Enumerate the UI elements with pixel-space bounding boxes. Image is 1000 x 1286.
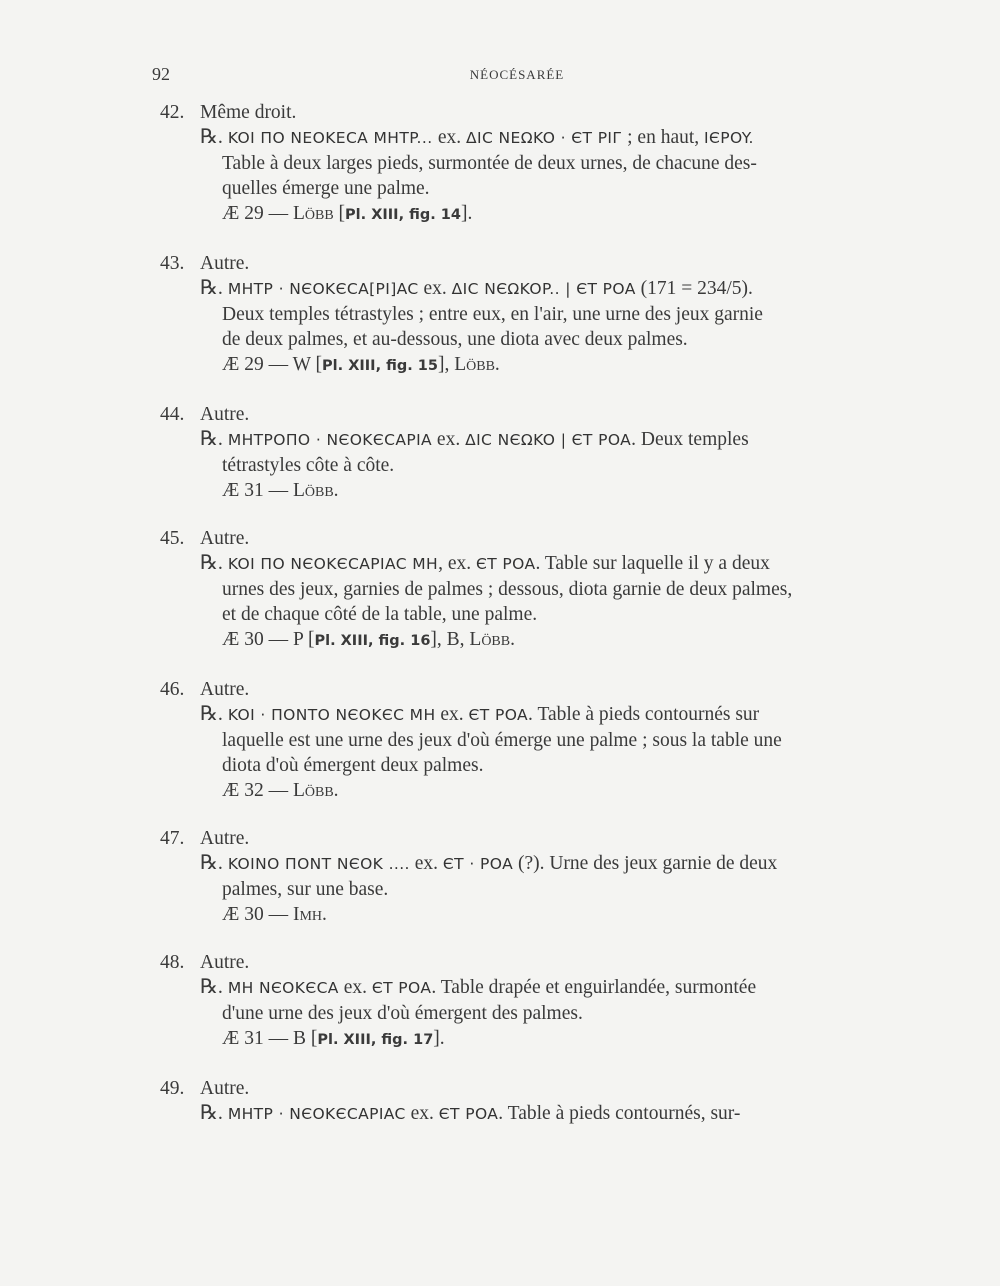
exergue-legend: ЄT POA bbox=[371, 979, 432, 997]
description-text: . Deux temples bbox=[631, 429, 749, 450]
exergue-legend: ЄT POA bbox=[475, 555, 536, 573]
page-number: 92 bbox=[152, 64, 170, 84]
metal-size: Æ 31 — bbox=[222, 480, 293, 501]
description-line: laquelle est une urne des jeux d'où émerge une palme ; sous la table une bbox=[222, 730, 782, 751]
exergue-legend: ЄT · POA bbox=[442, 855, 514, 873]
catalogue-entry-42 bbox=[160, 100, 880, 228]
exergue-legend: ЄT POA bbox=[438, 1105, 499, 1123]
reverse-symbol: ℞. bbox=[200, 703, 223, 725]
reverse-legend: KOI ΠO NEOKECA MHTP... bbox=[227, 129, 438, 147]
bracket: ]. bbox=[460, 203, 473, 224]
exergue-label: ex. bbox=[409, 853, 443, 874]
entry-heading: Même droit. bbox=[200, 102, 297, 123]
entry-heading: Autre. bbox=[200, 253, 250, 274]
entry-heading: Autre. bbox=[200, 404, 250, 425]
description-text: . Table sur laquelle il y a deux bbox=[535, 553, 770, 574]
reverse-symbol: ℞. bbox=[200, 552, 223, 574]
collection-name: Löbb. bbox=[292, 780, 339, 801]
entry-heading: Autre. bbox=[200, 528, 250, 549]
exergue-label: ex. bbox=[432, 429, 466, 450]
catalogue-entries bbox=[160, 100, 880, 1150]
entry-number: 44. bbox=[160, 404, 185, 425]
reverse-legend: MHTP · NЄOKЄCAPIAC bbox=[227, 1105, 406, 1123]
entry-number: 47. bbox=[160, 828, 185, 849]
running-title: NÉOCÉSARÉE bbox=[469, 67, 565, 82]
description-line: quelles émerge une palme. bbox=[222, 178, 430, 199]
entry-number: 48. bbox=[160, 952, 185, 973]
page-header bbox=[152, 64, 882, 88]
catalogue-entry-47 bbox=[160, 826, 880, 927]
exergue-legend: ЄT POA bbox=[468, 706, 529, 724]
bracket: [ bbox=[333, 203, 346, 224]
collection-name: Löbb. bbox=[454, 354, 500, 375]
catalogue-entry-45 bbox=[160, 526, 880, 654]
bracket: ], B, bbox=[430, 629, 470, 650]
metal-size: Æ 30 — P [ bbox=[222, 629, 315, 650]
reverse-legend: MH NЄOKЄCA bbox=[227, 979, 339, 997]
description-text: (171 = 234/5). bbox=[635, 278, 753, 299]
entry-heading: Autre. bbox=[200, 679, 250, 700]
description-text: . Table à pieds contournés, sur- bbox=[498, 1103, 741, 1124]
description-text: (?). Urne des jeux garnie de deux bbox=[513, 853, 778, 874]
reverse-symbol: ℞. bbox=[200, 852, 223, 874]
reverse-symbol: ℞. bbox=[200, 1102, 223, 1124]
metal-size: Æ 32 — bbox=[222, 780, 293, 801]
collection-name: Löbb. bbox=[469, 629, 515, 650]
reverse-legend: MHTPOΠO · NЄOKЄCAPIA bbox=[227, 431, 433, 449]
description-text: . Table drapée et enguirlandée, surmontée bbox=[431, 977, 757, 998]
catalogue-entry-43 bbox=[160, 251, 880, 379]
description-text: ; en haut, bbox=[622, 127, 705, 148]
exergue-label: ex. bbox=[418, 278, 452, 299]
reverse-symbol: ℞. bbox=[200, 126, 223, 148]
exergue-label: ex. bbox=[437, 127, 467, 148]
plate-reference: Pl. XIII, fig. 14 bbox=[345, 207, 461, 223]
catalogue-entry-49 bbox=[160, 1076, 880, 1127]
description-line: de deux palmes, et au-dessous, une diota avec deux palmes. bbox=[222, 329, 688, 350]
catalogue-entry-44 bbox=[160, 402, 880, 503]
catalogue-entry-46 bbox=[160, 677, 880, 803]
reverse-symbol: ℞. bbox=[200, 428, 223, 450]
exergue-legend: ΔIC NEΩKO · ЄT PIГ bbox=[466, 129, 623, 147]
entry-number: 46. bbox=[160, 679, 185, 700]
exergue-label: , ex. bbox=[438, 553, 476, 574]
description-text: . Table à pieds contournés sur bbox=[528, 704, 760, 725]
reverse-legend: KOI ΠO NЄOKЄCAPIAC MH bbox=[227, 555, 439, 573]
plate-reference: Pl. XIII, fig. 15 bbox=[322, 358, 438, 374]
metal-size: Æ 29 — W [ bbox=[222, 354, 323, 375]
exergue-label: ex. bbox=[405, 1103, 439, 1124]
reverse-symbol: ℞. bbox=[200, 277, 223, 299]
entry-number: 42. bbox=[160, 102, 185, 123]
collection-name: Löbb. bbox=[292, 480, 339, 501]
collection-name: Imh. bbox=[292, 904, 327, 925]
entry-number: 45. bbox=[160, 528, 185, 549]
description-line: d'une urne des jeux d'où émergent des palmes. bbox=[222, 1003, 583, 1024]
exergue-legend: ΔIC NЄΩKOP.. | ЄT POA bbox=[451, 280, 636, 298]
description-line: et de chaque côté de la table, une palme. bbox=[222, 604, 538, 625]
exergue-label: ex. bbox=[338, 977, 372, 998]
plate-reference: Pl. XIII, fig. 17 bbox=[317, 1032, 434, 1048]
collection-name: Löbb bbox=[292, 203, 334, 224]
reverse-legend: MHTP · NЄOKЄCA[PI]AC bbox=[227, 280, 419, 298]
description-line: tétrastyles côte à côte. bbox=[222, 455, 395, 476]
bracket: ], bbox=[437, 354, 455, 375]
plate-reference: Pl. XIII, fig. 16 bbox=[314, 633, 431, 649]
entry-heading: Autre. bbox=[200, 828, 250, 849]
bracket: ]. bbox=[433, 1028, 445, 1049]
description-line: Table à deux larges pieds, surmontée de deux urnes, de chacune des- bbox=[222, 153, 757, 174]
reverse-legend: KOI · ΠONTO NЄOKЄC MH bbox=[227, 706, 436, 724]
description-line: Deux temples tétrastyles ; entre eux, en l'air, une urne des jeux garnie bbox=[222, 304, 763, 325]
exergue-legend: ΔIC NЄΩKO | ЄT POA bbox=[465, 431, 632, 449]
catalogue-entry-48 bbox=[160, 950, 880, 1053]
description-line: urnes des jeux, garnies de palmes ; dessous, diota garnie de deux palmes, bbox=[222, 579, 793, 600]
description-line: palmes, sur une base. bbox=[222, 879, 389, 900]
metal-size: Æ 31 — B [ bbox=[222, 1028, 318, 1049]
reverse-symbol: ℞. bbox=[200, 976, 223, 998]
description-line: diota d'où émergent deux palmes. bbox=[222, 755, 484, 776]
entry-number: 43. bbox=[160, 253, 185, 274]
metal-size: Æ 30 — bbox=[222, 904, 293, 925]
entry-number: 49. bbox=[160, 1078, 185, 1099]
entry-heading: Autre. bbox=[200, 1078, 250, 1099]
metal-size: Æ 29 — bbox=[222, 203, 293, 224]
exergue-label: ex. bbox=[435, 704, 469, 725]
field-legend: IЄPOY. bbox=[704, 129, 754, 147]
reverse-legend: KOINO ΠONT NЄOK .... bbox=[227, 855, 410, 873]
entry-heading: Autre. bbox=[200, 952, 250, 973]
